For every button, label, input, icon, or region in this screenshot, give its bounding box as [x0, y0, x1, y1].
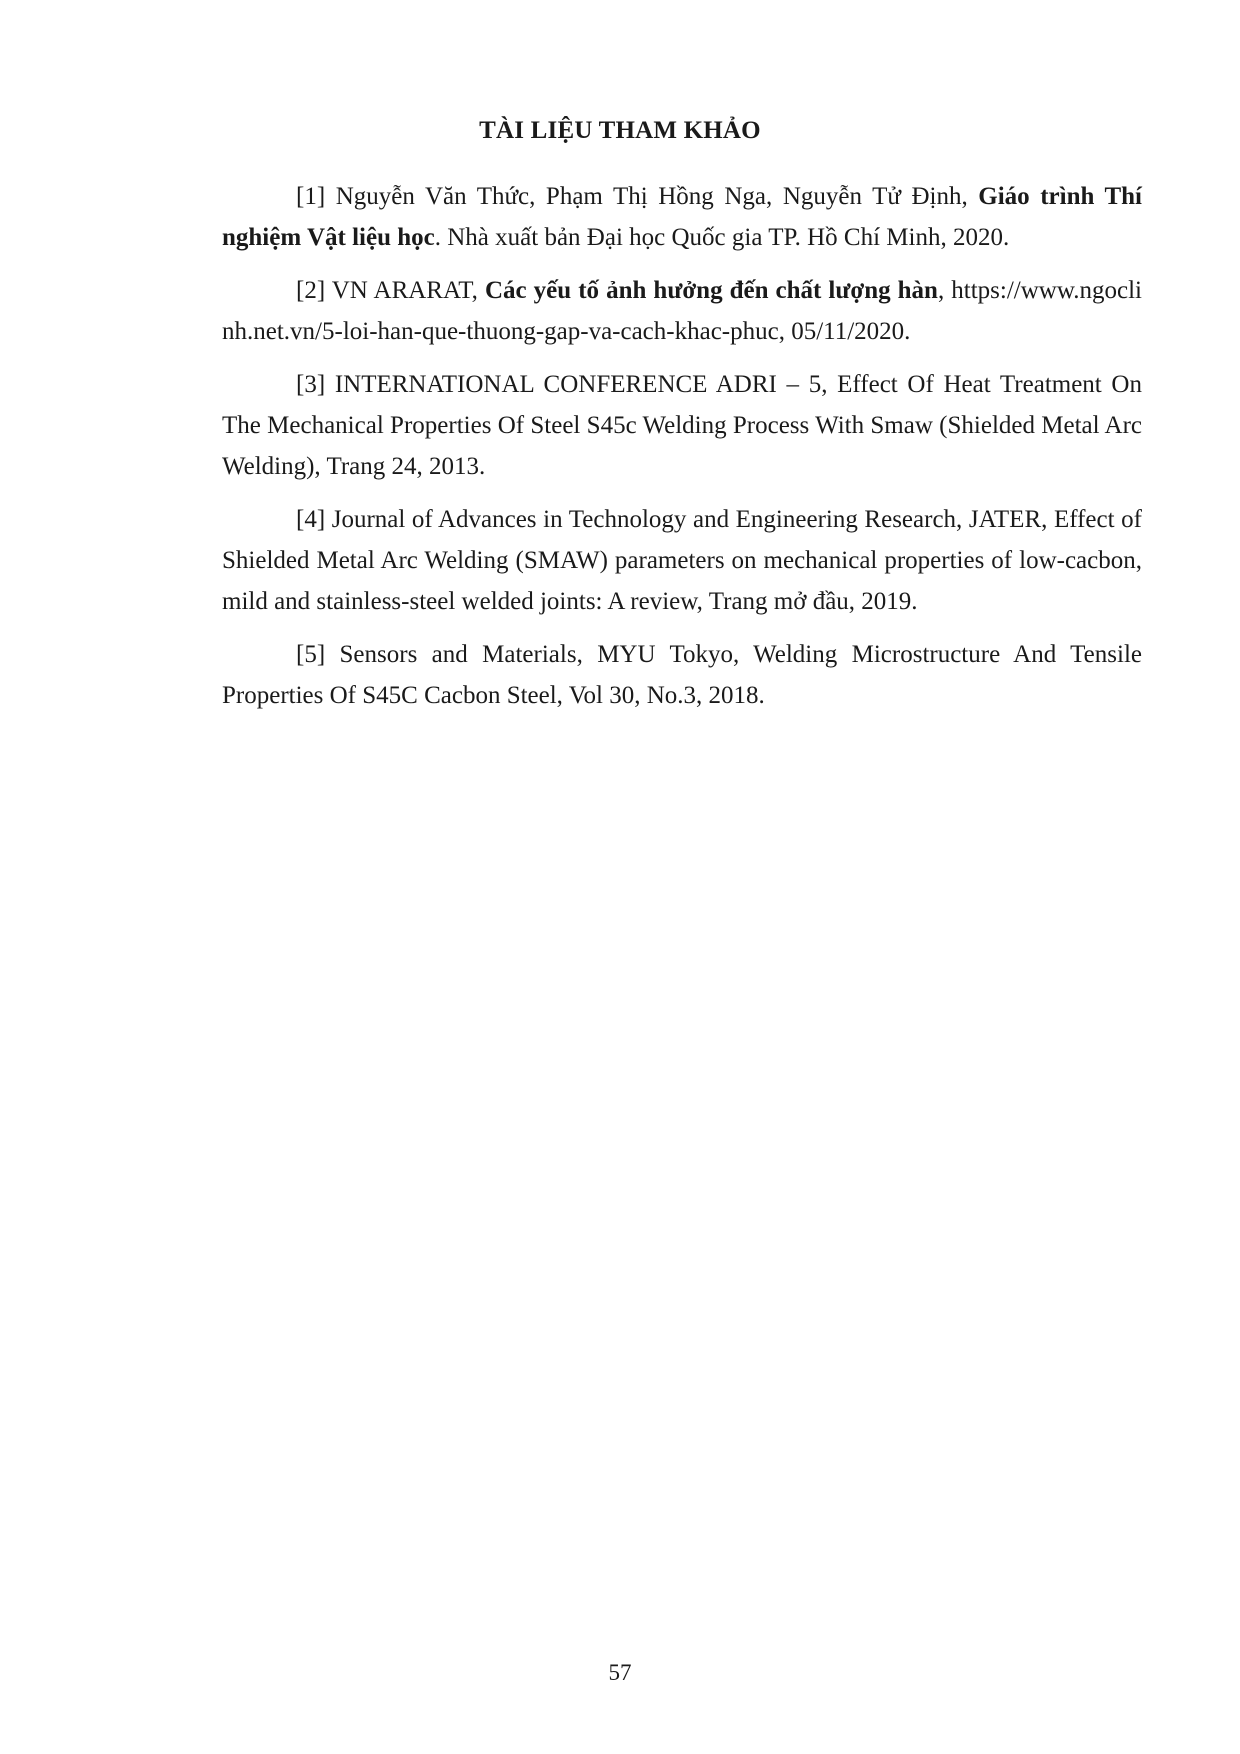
reference-2-comma: , [937, 277, 945, 304]
page-number: 57 [608, 1660, 632, 1685]
reference-2-title: Các yếu tố ảnh hưởng đến chất lượng hàn [484, 277, 938, 304]
reference-list [222, 176, 1142, 728]
reference-item-3: [3] INTERNATIONAL CONFERENCE ADRI – 5, Effect Of Heat Treatment On The Mechanical Properties Of Steel S45c Welding Process With Smaw (Shielded Metal Arc Welding), Trang 24, 2013. [222, 371, 1142, 480]
reference-2-date: 05/11/2020. [791, 318, 911, 345]
reference-1-authors: [1] Nguyễn Văn Thức, Phạm Thị Hồng Nga, Nguyễn Tử Định, [296, 183, 979, 210]
page-title: TÀI LIỆU THAM KHẢO [479, 117, 761, 144]
reference-item-5: [5] Sensors and Materials, MYU Tokyo, Welding Microstructure And Tensile Properties Of S45C Cacbon Steel, Vol 30, No.3, 2018. [222, 641, 1142, 709]
reference-1-title: Giáo trình Thí nghiệm Vật liệu học [222, 183, 1142, 251]
reference-1-publisher: . Nhà xuất bản Đại học Quốc gia TP. Hồ Chí Minh, 2020. [434, 224, 1010, 251]
reference-item-4: [4] Journal of Advances in Technology and Engineering Research, JATER, Effect of Shielded Metal Arc Welding (SMAW) parameters on mechanical properties of low-cacbon, mild and stainless-steel welded joints: A review, Trang mở đầu, 2019. [222, 506, 1142, 615]
reference-item-1 [222, 176, 1142, 258]
reference-2-url: https://www.ngoclinh.net.vn/5-loi-han-que-thuong-gap-va-cach-khac-phuc, [222, 277, 1143, 345]
reference-2-authors: [2] VN ARARAT, [296, 277, 485, 304]
reference-item-2 [222, 270, 1142, 352]
